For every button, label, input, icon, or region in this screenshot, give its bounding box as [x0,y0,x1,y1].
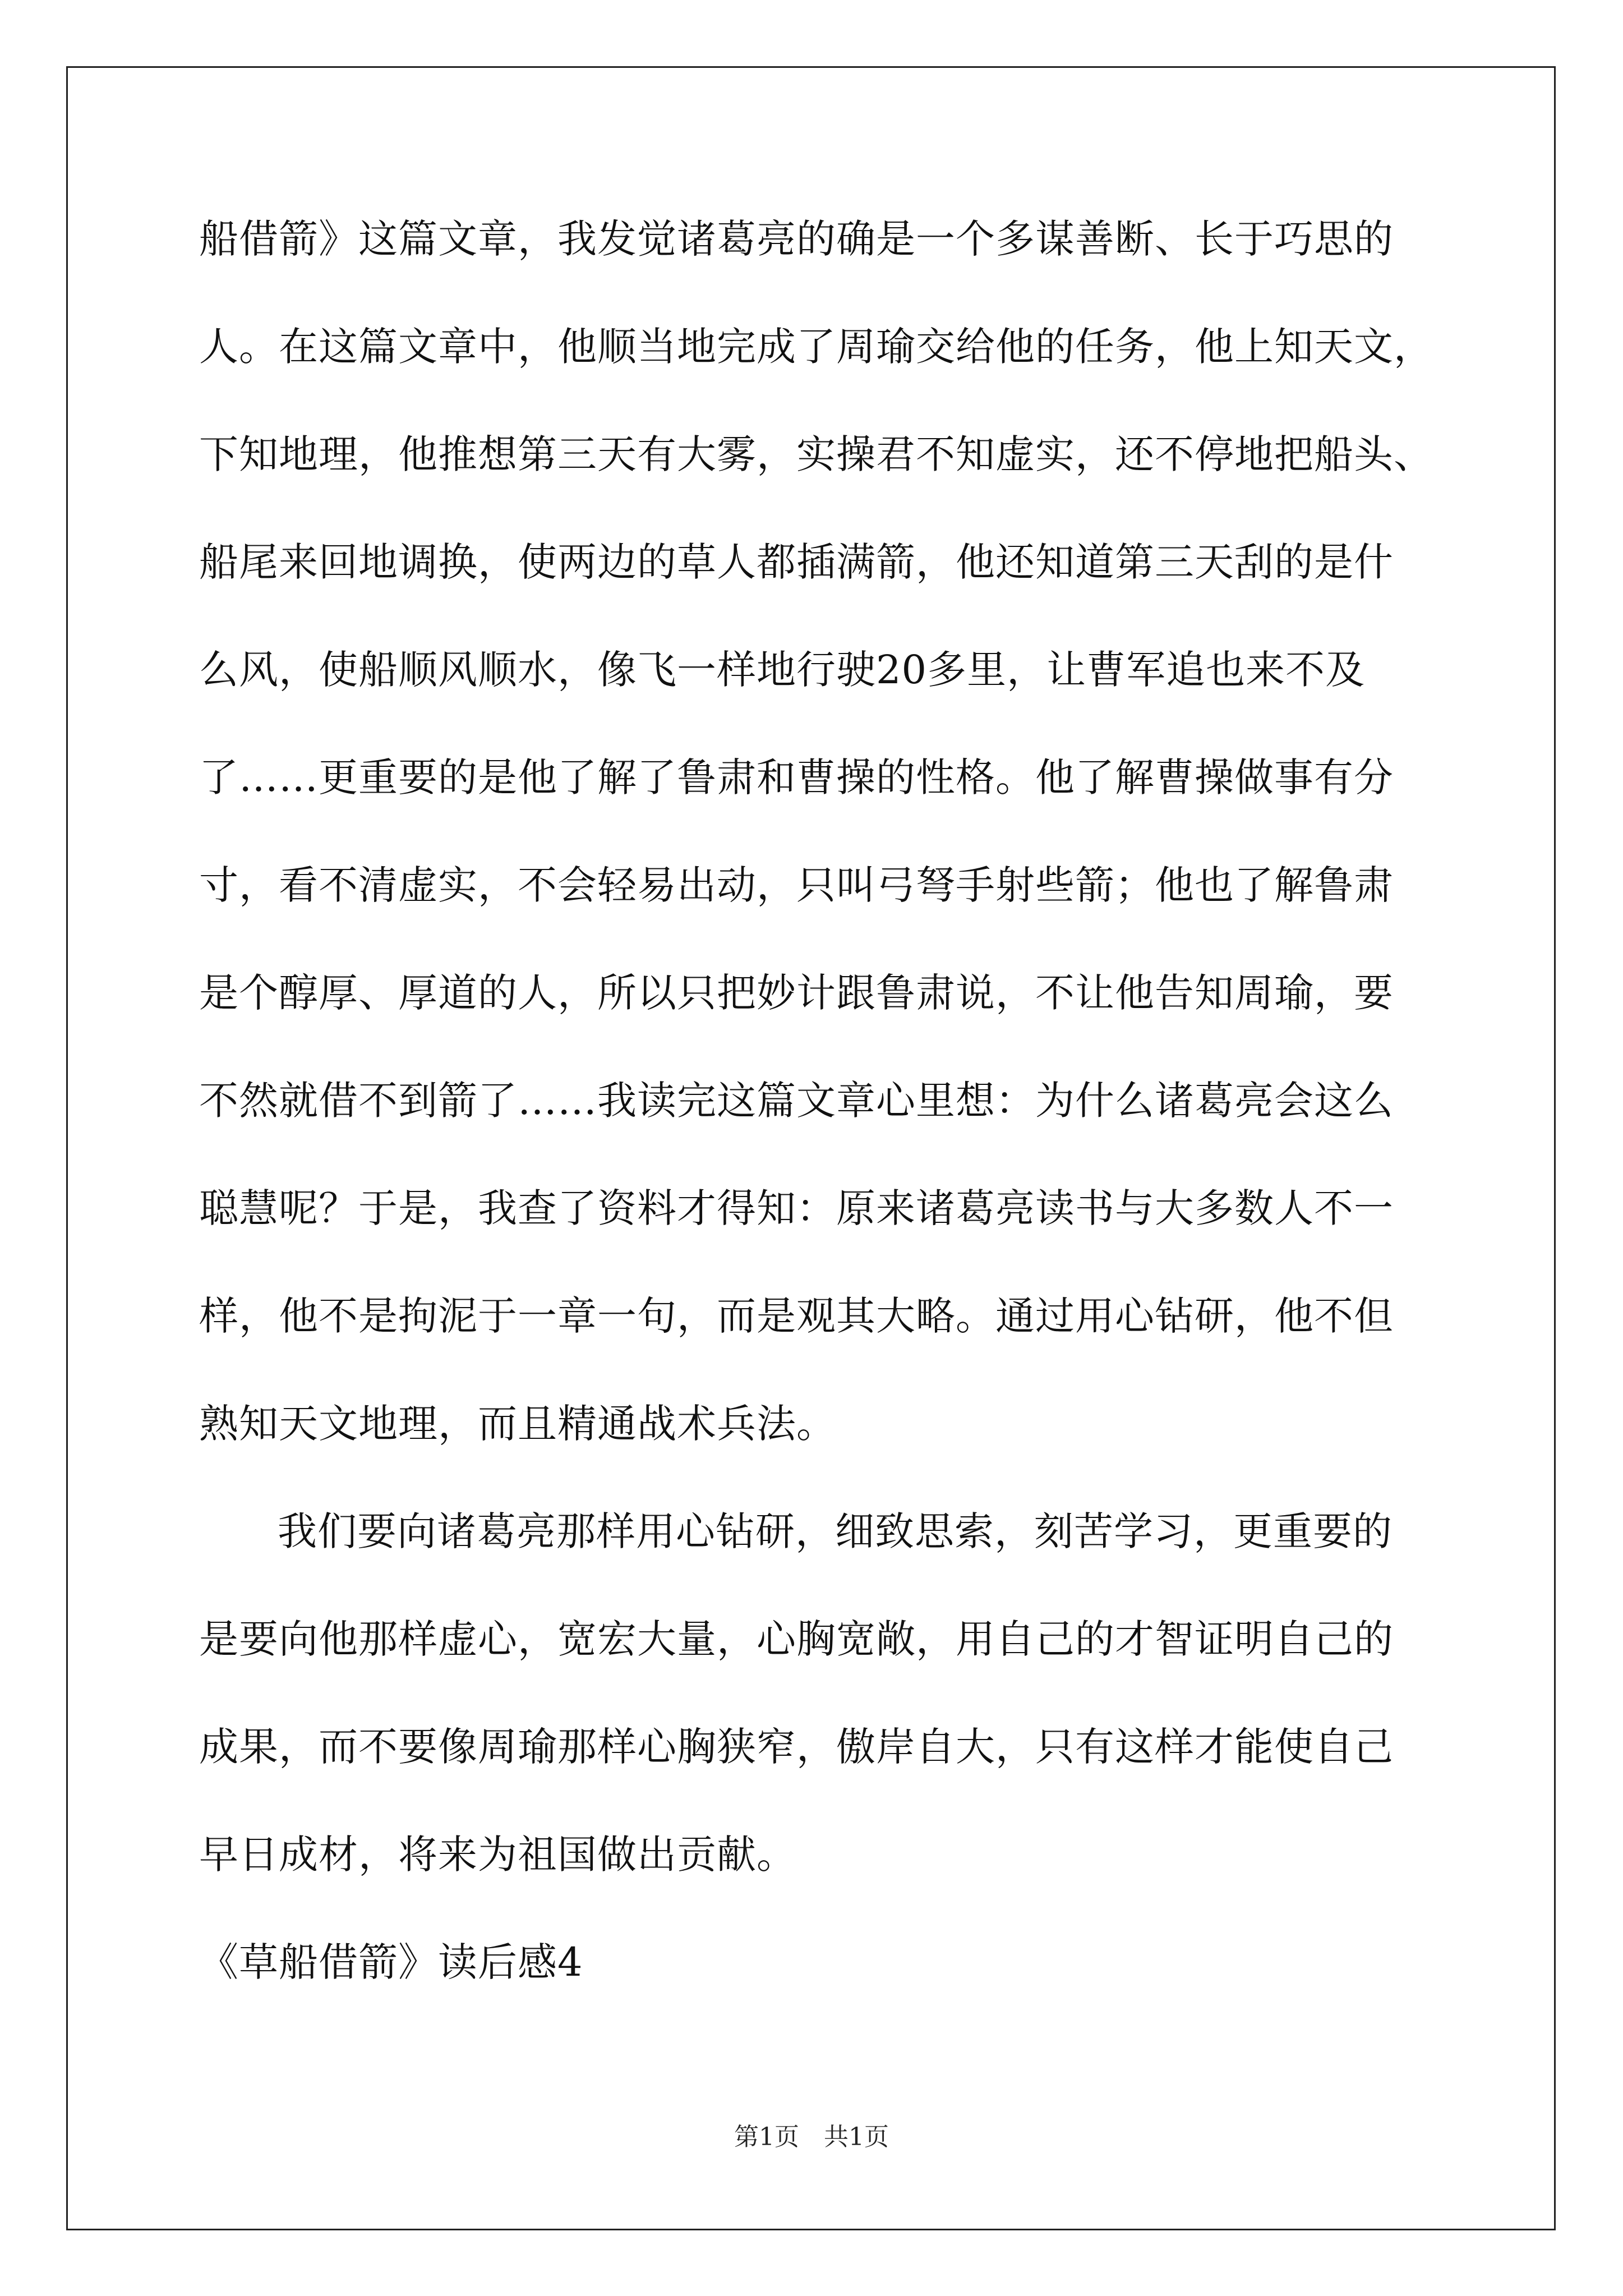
text-line: 聪慧呢？于是，我查了资料才得知：原来诸葛亮读书与大多数人不一 [199,1185,1394,1231]
text-line: 不然就借不到箭了……我读完这篇文章心里想：为什么诸葛亮会这么 [199,1078,1394,1124]
text-line: 寸，看不清虚实，不会轻易出动，只叫弓弩手射些箭；他也了解鲁肃 [199,862,1394,908]
text-line: 下知地理，他推想第三天有大雾，实操君不知虚实，还不停地把船头、 [199,431,1433,477]
text-line: 熟知天文地理，而且精通战术兵法。 [199,1401,836,1447]
section-heading: 《草船借箭》读后感4 [199,1939,583,1985]
text-line: 船借箭》这篇文章，我发觉诸葛亮的确是一个多谋善断、长于巧思的 [199,216,1394,262]
text-line: 了……更重要的是他了解了鲁肃和曹操的性格。他了解曹操做事有分 [199,754,1394,800]
document-body [199,212,1433,2043]
text-line: 成果，而不要像周瑜那样心胸狭窄，傲岸自大，只有这样才能使自己 [199,1724,1394,1770]
text-line: 人。在这篇文章中，他顺当地完成了周瑜交给他的任务，他上知天文， [199,324,1433,370]
text-line: 船尾来回地调换，使两边的草人都插满箭，他还知道第三天刮的是什 [199,539,1394,585]
page-footer: 第1页 共1页 [734,2123,889,2151]
text-line: 是个醇厚、厚道的人，所以只把妙计跟鲁肃说，不让他告知周瑜，要 [199,970,1394,1016]
text-line: 么风，使船顺风顺水，像飞一样地行驶20多里，让曹军追也来不及 [199,647,1366,693]
paragraph-first-line: 我们要向诸葛亮那样用心钻研，细致思索，刻苦学习，更重要的 [278,1508,1393,1554]
text-line: 早日成材，将来为祖国做出贡献。 [199,1832,796,1878]
text-line: 样，他不是拘泥于一章一句，而是观其大略。通过用心钻研，他不但 [199,1293,1394,1339]
text-line: 是要向他那样虚心，宽宏大量，心胸宽敞，用自己的才智证明自己的 [199,1616,1394,1662]
